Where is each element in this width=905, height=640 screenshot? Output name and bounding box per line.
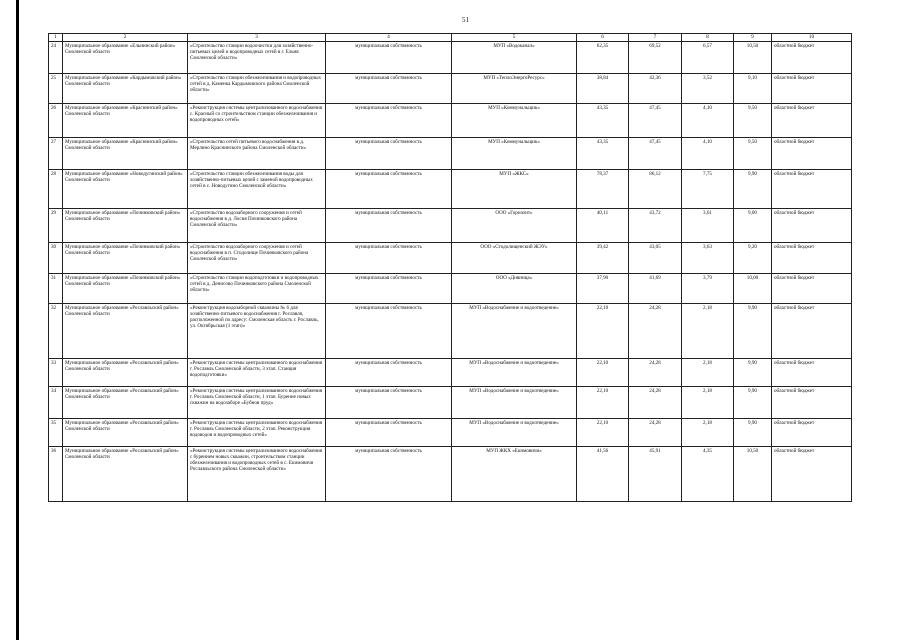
row-number-cell: 25 bbox=[49, 74, 63, 104]
project-name-cell: «Реконструкция системы централизованного водоснабжения с. Красный со строительством станции обезжелезивания и водопроводных сетей» bbox=[188, 104, 326, 138]
operator-organization-cell: МУП «ТеплоЭнергоРесурс» bbox=[452, 74, 577, 104]
column-header: 10 bbox=[772, 34, 852, 42]
value-col-9-cell: 9,00 bbox=[734, 209, 772, 243]
ownership-form-cell: муниципальная собственность bbox=[326, 209, 452, 243]
municipality-cell: Муниципальное образование «Рославльский район» Смоленской области bbox=[63, 387, 188, 419]
value-col-6-cell: 22,10 bbox=[577, 359, 629, 387]
municipality-cell: Муниципальное образование «Рославльский район» Смоленской области bbox=[63, 304, 188, 359]
ownership-form-cell: муниципальная собственность bbox=[326, 243, 452, 274]
municipality-cell: Муниципальное образование «Рославльский район» Смоленской области bbox=[63, 447, 188, 502]
value-col-6-cell: 22,10 bbox=[577, 387, 629, 419]
municipality-cell: Муниципальное образование «Рославльский район» Смоленской области bbox=[63, 359, 188, 387]
table-row bbox=[49, 209, 852, 243]
column-header: 4 bbox=[326, 34, 452, 42]
column-header: 8 bbox=[682, 34, 734, 42]
value-col-7-cell: 24,28 bbox=[629, 387, 682, 419]
column-number-row bbox=[49, 34, 852, 42]
funding-source-cell: областной бюджет bbox=[772, 209, 852, 243]
operator-organization-cell: МУП «Водоснабжение и водоотведение» bbox=[452, 359, 577, 387]
row-number-cell: 27 bbox=[49, 138, 63, 170]
value-col-9-cell: 9,50 bbox=[734, 138, 772, 170]
row-number-cell: 26 bbox=[49, 104, 63, 138]
table-row bbox=[49, 104, 852, 138]
row-number-cell: 36 bbox=[49, 447, 63, 502]
operator-organization-cell: ООО «Горизонт» bbox=[452, 209, 577, 243]
value-col-7-cell: 86,12 bbox=[629, 170, 682, 209]
value-col-9-cell: 9,90 bbox=[734, 359, 772, 387]
value-col-6-cell: 37,90 bbox=[577, 274, 629, 304]
value-col-6-cell: 43,35 bbox=[577, 138, 629, 170]
project-name-cell: «Реконструкция системы централизованного водоснабжения г. Рославль Смоленской области, 1 этап. Бурение новых скважин на водозаборе «Бубнов пруд» bbox=[188, 387, 326, 419]
operator-organization-cell: ООО «Стодолищенский ЖЭУ» bbox=[452, 243, 577, 274]
municipality-cell: Муниципальное образование «Кардымовский район» Смоленской области bbox=[63, 74, 188, 104]
row-number-cell: 31 bbox=[49, 274, 63, 304]
ownership-form-cell: муниципальная собственность bbox=[326, 138, 452, 170]
value-col-7-cell: 69,52 bbox=[629, 42, 682, 74]
value-col-8-cell: 3,61 bbox=[682, 209, 734, 243]
column-header: 9 bbox=[734, 34, 772, 42]
value-col-9-cell: 10,00 bbox=[734, 274, 772, 304]
funding-source-cell: областной бюджет bbox=[772, 419, 852, 447]
project-name-cell: «Строительство станции обезжелезивания и водопроводных сетей в д. Каменка Кардымовского района Смоленской области» bbox=[188, 74, 326, 104]
municipality-cell: Муниципальное образование «Новодугинский район» Смоленской области bbox=[63, 170, 188, 209]
value-col-8-cell: 4,10 bbox=[682, 104, 734, 138]
value-col-9-cell: 9,90 bbox=[734, 419, 772, 447]
row-number-cell: 33 bbox=[49, 359, 63, 387]
municipality-cell: Муниципальное образование «Починковский район» Смоленской области bbox=[63, 274, 188, 304]
operator-organization-cell: МУП «Коммунальщик» bbox=[452, 138, 577, 170]
binding-edge-line bbox=[16, 0, 19, 640]
table-row bbox=[49, 74, 852, 104]
project-name-cell: «Реконструкция системы централизованного водоснабжения г. Рославль Смоленской области, 3 этап. Станция водоподготовки» bbox=[188, 359, 326, 387]
value-col-7-cell: 43,72 bbox=[629, 209, 682, 243]
operator-organization-cell: МУП ЖКХ «Екимовичи» bbox=[452, 447, 577, 502]
municipality-cell: Муниципальное образование «Краснинский район» Смоленской области bbox=[63, 104, 188, 138]
value-col-9-cell: 9,10 bbox=[734, 74, 772, 104]
row-number-cell: 32 bbox=[49, 304, 63, 359]
funding-source-cell: областной бюджет bbox=[772, 74, 852, 104]
row-number-cell: 35 bbox=[49, 419, 63, 447]
operator-organization-cell: МУП «Водоснабжение и водоотведение» bbox=[452, 304, 577, 359]
value-col-9-cell: 10,50 bbox=[734, 42, 772, 74]
column-header: 1 bbox=[49, 34, 63, 42]
ownership-form-cell: муниципальная собственность bbox=[326, 74, 452, 104]
project-name-cell: «Реконструкция системы централизованного водоснабжения г. Рославль Смоленской области, 2 этап. Реконструкция водоводов и водопроводных сетей» bbox=[188, 419, 326, 447]
ownership-form-cell: муниципальная собственность bbox=[326, 447, 452, 502]
project-name-cell: «Реконструкция водозаборной скважины № 6 для хозяйственно-питьевого водоснабжения г. Рославля, расположенной по адресу: Смоленская область г. Рославль, ул. Октябрьская (1 этап)» bbox=[188, 304, 326, 359]
table-row bbox=[49, 170, 852, 209]
value-col-7-cell: 47,45 bbox=[629, 138, 682, 170]
value-col-7-cell: 41,69 bbox=[629, 274, 682, 304]
value-col-7-cell: 24,28 bbox=[629, 359, 682, 387]
ownership-form-cell: муниципальная собственность bbox=[326, 42, 452, 74]
value-col-7-cell: 45,91 bbox=[629, 447, 682, 502]
funding-source-cell: областной бюджет bbox=[772, 170, 852, 209]
table-row bbox=[49, 387, 852, 419]
municipality-cell: Муниципальное образование «Краснинский район» Смоленской области bbox=[63, 138, 188, 170]
table-row bbox=[49, 359, 852, 387]
value-col-6-cell: 22,10 bbox=[577, 304, 629, 359]
ownership-form-cell: муниципальная собственность bbox=[326, 387, 452, 419]
operator-organization-cell: МУП «ЖКС» bbox=[452, 170, 577, 209]
value-col-7-cell: 43,05 bbox=[629, 243, 682, 274]
project-name-cell: «Строительство станции обезжелезивания воды для хозяйственно-питьевых целей с заменой водопроводных сетей в с. Новодугино Смоленской области» bbox=[188, 170, 326, 209]
value-col-9-cell: 9,90 bbox=[734, 304, 772, 359]
table-row bbox=[49, 304, 852, 359]
value-col-8-cell: 7,75 bbox=[682, 170, 734, 209]
project-name-cell: «Строительство водозаборного сооружения и сетей водоснабжения в д. Лосня Починковского района Смоленской области» bbox=[188, 209, 326, 243]
column-header: 2 bbox=[63, 34, 188, 42]
value-col-7-cell: 24,28 bbox=[629, 304, 682, 359]
value-col-9-cell: 10,50 bbox=[734, 447, 772, 502]
value-col-8-cell: 4,35 bbox=[682, 447, 734, 502]
table-row bbox=[49, 138, 852, 170]
value-col-9-cell: 9,50 bbox=[734, 104, 772, 138]
value-col-8-cell: 2,18 bbox=[682, 387, 734, 419]
column-header: 6 bbox=[577, 34, 629, 42]
table-row bbox=[49, 419, 852, 447]
row-number-cell: 30 bbox=[49, 243, 63, 274]
ownership-form-cell: муниципальная собственность bbox=[326, 274, 452, 304]
value-col-6-cell: 38,84 bbox=[577, 74, 629, 104]
ownership-form-cell: муниципальная собственность bbox=[326, 304, 452, 359]
value-col-7-cell: 42,36 bbox=[629, 74, 682, 104]
project-name-cell: «Строительство станции водоподготовки и водопроводных сетей в д. Денисово Починковского района Смоленской области» bbox=[188, 274, 326, 304]
project-name-cell: «Строительство станции водоочистки для хозяйственно-питьевых целей и водопроводных сетей в г. Ельня Смоленской области» bbox=[188, 42, 326, 74]
value-col-8-cell: 3,63 bbox=[682, 243, 734, 274]
operator-organization-cell: МУП «Водоканал» bbox=[452, 42, 577, 74]
funding-source-cell: областной бюджет bbox=[772, 274, 852, 304]
table-row bbox=[49, 42, 852, 74]
operator-organization-cell: МУП «Водоснабжение и водоотведение» bbox=[452, 387, 577, 419]
value-col-7-cell: 24,28 bbox=[629, 419, 682, 447]
operator-organization-cell: ООО «Дивница» bbox=[452, 274, 577, 304]
value-col-6-cell: 41,56 bbox=[577, 447, 629, 502]
value-col-8-cell: 4,10 bbox=[682, 138, 734, 170]
row-number-cell: 24 bbox=[49, 42, 63, 74]
table-row bbox=[49, 447, 852, 502]
column-header: 3 bbox=[188, 34, 326, 42]
ownership-form-cell: муниципальная собственность bbox=[326, 419, 452, 447]
value-col-6-cell: 40,11 bbox=[577, 209, 629, 243]
municipality-cell: Муниципальное образование «Починковский район» Смоленской области bbox=[63, 243, 188, 274]
value-col-9-cell: 9,90 bbox=[734, 170, 772, 209]
value-col-6-cell: 62,35 bbox=[577, 42, 629, 74]
value-col-6-cell: 43,35 bbox=[577, 104, 629, 138]
project-name-cell: «Строительство водозаборного сооружения и сетей водоснабжения в п. Стодолище Починковского района Смоленской области» bbox=[188, 243, 326, 274]
funding-source-cell: областной бюджет bbox=[772, 387, 852, 419]
column-header: 5 bbox=[452, 34, 577, 42]
value-col-6-cell: 22,10 bbox=[577, 419, 629, 447]
value-col-8-cell: 2,18 bbox=[682, 419, 734, 447]
table-row bbox=[49, 274, 852, 304]
ownership-form-cell: муниципальная собственность bbox=[326, 359, 452, 387]
operator-organization-cell: МУП «Водоснабжение и водоотведение» bbox=[452, 419, 577, 447]
value-col-6-cell: 39,42 bbox=[577, 243, 629, 274]
value-col-8-cell: 2,18 bbox=[682, 304, 734, 359]
funding-source-cell: областной бюджет bbox=[772, 42, 852, 74]
investment-table bbox=[48, 33, 852, 502]
project-name-cell: «Реконструкция системы централизованного водоснабжения с бурением новых скважин, строительством станции обезжелезивания и водопроводных сетей в с. Екимовичи Рославльского района Смоленской области» bbox=[188, 447, 326, 502]
value-col-9-cell: 9,20 bbox=[734, 243, 772, 274]
value-col-8-cell: 3,79 bbox=[682, 274, 734, 304]
value-col-8-cell: 2,18 bbox=[682, 359, 734, 387]
ownership-form-cell: муниципальная собственность bbox=[326, 170, 452, 209]
value-col-7-cell: 47,45 bbox=[629, 104, 682, 138]
value-col-8-cell: 3,52 bbox=[682, 74, 734, 104]
municipality-cell: Муниципальное образование «Рославльский район» Смоленской области bbox=[63, 419, 188, 447]
value-col-6-cell: 78,37 bbox=[577, 170, 629, 209]
row-number-cell: 29 bbox=[49, 209, 63, 243]
funding-source-cell: областной бюджет bbox=[772, 104, 852, 138]
project-name-cell: «Строительство сетей питьевого водоснабжения в д. Мерлино Краснинского района Смоленской области» bbox=[188, 138, 326, 170]
funding-source-cell: областной бюджет bbox=[772, 138, 852, 170]
column-header: 7 bbox=[629, 34, 682, 42]
funding-source-cell: областной бюджет bbox=[772, 243, 852, 274]
page-number: 51 bbox=[462, 16, 469, 24]
ownership-form-cell: муниципальная собственность bbox=[326, 104, 452, 138]
row-number-cell: 34 bbox=[49, 387, 63, 419]
table-row bbox=[49, 243, 852, 274]
value-col-9-cell: 9,90 bbox=[734, 387, 772, 419]
funding-source-cell: областной бюджет bbox=[772, 359, 852, 387]
funding-source-cell: областной бюджет bbox=[772, 304, 852, 359]
row-number-cell: 28 bbox=[49, 170, 63, 209]
funding-source-cell: областной бюджет bbox=[772, 447, 852, 502]
municipality-cell: Муниципальное образование «Ельнинский район» Смоленской области bbox=[63, 42, 188, 74]
value-col-8-cell: 6,57 bbox=[682, 42, 734, 74]
municipality-cell: Муниципальное образование «Починковский район» Смоленской области bbox=[63, 209, 188, 243]
operator-organization-cell: МУП «Коммунальщик» bbox=[452, 104, 577, 138]
